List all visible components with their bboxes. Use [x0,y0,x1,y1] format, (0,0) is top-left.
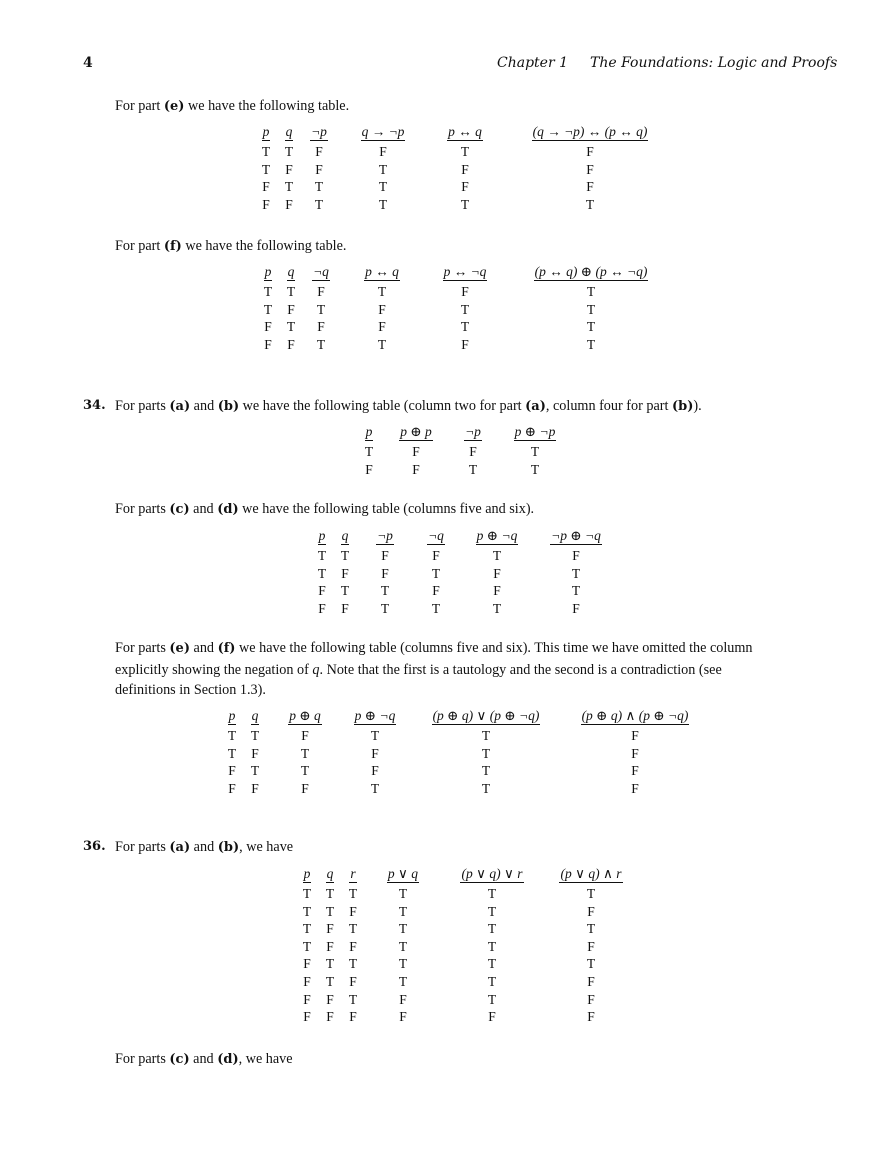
table-cell: F [399,991,407,1007]
column-header [565,706,705,725]
table-cell: F [572,600,580,616]
table-cell: F [587,1009,595,1025]
column-header-label: ¬p [465,424,481,439]
table-cell: F [287,301,295,317]
table-cell: F [326,921,334,937]
table-row [311,600,617,618]
table-cell: T [460,319,470,335]
table-cell: T [586,921,596,937]
part-e-intro: For part (e) we have the following table. [115,98,350,114]
chapter-label: Chapter 1 [497,55,568,71]
table-row [255,178,679,196]
table-cell: T [530,444,540,459]
table-cell: F [378,319,386,335]
column-header [343,706,407,725]
column-header-label: q [251,708,259,723]
table-cell: F [349,1009,357,1025]
table-cell: T [340,548,350,563]
table-cell: T [302,921,312,937]
table-cell: T [325,956,335,972]
column-header [425,262,505,281]
column-header-label: p ⊕ ¬q [354,708,396,723]
column-header [342,864,364,883]
table-row [296,991,640,1009]
table-cell: F [493,565,501,581]
column-header-label: q [285,124,293,139]
table-cell: T [325,886,335,901]
column-header-label: (p ⊕ q) ∧ (p ⊕ ¬q) [581,708,689,723]
table-cell: F [315,144,323,159]
table-cell: F [349,903,357,919]
table-cell: T [398,956,408,972]
table-cell: T [370,780,380,796]
column-header [257,262,279,281]
table-cell: F [412,461,420,477]
table-cell: T [284,179,294,195]
table-cell: F [371,763,379,779]
table-cell: T [316,301,326,317]
column-header [357,526,413,545]
column-header [505,262,677,281]
table-cell: F [432,548,440,563]
table-row [221,780,705,798]
table-cell: F [303,973,311,989]
table-row [296,903,640,921]
table-cell: T [250,763,260,779]
table-cell: F [262,196,270,212]
table-cell: T [348,991,358,1007]
table-cell: F [586,179,594,195]
table-row [255,196,679,214]
column-header [429,122,501,141]
table-cell: T [460,196,470,212]
table-cell: F [381,548,389,563]
table-cell: F [318,583,326,599]
chapter-title: The Foundations: Logic and Proofs [590,55,838,71]
column-header-label: p ∨ q [387,866,419,881]
column-header [407,706,565,725]
table-cell: F [469,444,477,459]
column-header [255,122,277,141]
column-header [358,422,380,441]
table-cell: F [378,301,386,317]
table-cell: T [302,886,312,901]
table-cell: T [261,144,271,159]
table-cell: F [461,284,469,299]
table-cell: T [348,886,358,901]
column-header [279,262,303,281]
table-row [257,301,677,319]
column-header [413,526,459,545]
table-cell: T [586,886,596,901]
table-cell: F [326,938,334,954]
table-row [358,461,576,479]
table-cell: F [303,991,311,1007]
table-cell: T [431,600,441,616]
table-cell: T [487,921,497,937]
table-row [255,161,679,179]
table-cell: F [287,336,295,352]
column-header-label: p ↔ q [365,264,399,279]
problem-36cd-intro: For parts (c) and (d), we have [115,1051,293,1067]
column-header-label: (p ⊕ q) ∨ (p ⊕ ¬q) [432,708,540,723]
table-cell: T [468,461,478,477]
table-row [296,955,640,973]
column-header-label: p [228,708,236,723]
table-cell: T [378,161,388,177]
table-cell: T [530,461,540,477]
table-cell: T [263,301,273,317]
table-row [257,281,677,301]
table-cell: T [302,938,312,954]
table-cell: T [300,745,310,761]
table-cell: T [571,583,581,599]
column-header [267,706,343,725]
table-cell: T [364,444,374,459]
table-cell: F [379,144,387,159]
table-row [296,883,640,903]
problem-34-number: 34. [83,398,106,413]
table-cell: T [585,196,595,212]
table-row [257,336,677,354]
column-header-label: (p ∨ q) ∨ r [461,866,523,881]
table-cell: F [572,548,580,563]
problem-34ef-intro: For parts (e) and (f) we have the following table (columns five and six). This time we have omitted the column explicitly showing the negation of q. Note that the first is a tautology and the second is a contradiction (see definitions in Section 1.3). [115,640,753,699]
table-cell: T [586,301,596,317]
column-header-label: p ⊕ ¬q [476,528,518,543]
column-header [494,422,576,441]
column-header-label: (q → ¬p) ↔ (p ↔ q) [532,124,648,139]
table-cell: T [377,284,387,299]
table-cell: T [571,565,581,581]
table-cell: T [398,903,408,919]
page-number: 4 [83,55,93,71]
column-header-label: r [350,866,356,881]
table-row [221,725,705,745]
table-cell: T [300,763,310,779]
column-header [380,422,452,441]
table-cell: F [285,161,293,177]
table-cell: T [487,973,497,989]
table-cell: T [398,921,408,937]
table-cell: F [586,144,594,159]
table-cell: F [349,938,357,954]
table-row [296,973,640,991]
column-header [243,706,267,725]
column-header-label: (p ↔ q) ⊕ (p ↔ ¬q) [534,264,648,279]
table-cell: T [481,763,491,779]
table-cell: T [284,144,294,159]
column-header-label: q [287,264,295,279]
table-row [296,938,640,956]
table-cell: F [303,956,311,972]
column-header-label: p ↔ ¬q [443,264,487,279]
column-header [339,262,425,281]
table-row [311,545,617,565]
table-cell: F [587,903,595,919]
table-cell: T [261,161,271,177]
table-cell: T [380,583,390,599]
table-cell: F [493,583,501,599]
table-cell: T [586,319,596,335]
table-row [311,565,617,583]
column-header-label: p ⊕ ¬p [514,424,556,439]
table-cell: F [587,973,595,989]
column-header [333,526,357,545]
truth-table-36ab [296,864,640,1026]
table-cell: T [316,336,326,352]
table-cell: F [631,780,639,796]
column-header-label: (p ∨ q) ∧ r [560,866,622,881]
column-header-label: p [262,124,270,139]
table-cell: T [263,284,273,299]
table-cell: T [481,745,491,761]
table-cell: F [461,179,469,195]
part-f-intro: For part (f) we have the following table. [115,238,347,254]
table-cell: T [370,728,380,743]
table-cell: T [492,600,502,616]
column-header [337,122,429,141]
table-cell: F [326,991,334,1007]
table-cell: T [586,284,596,299]
column-header-label: p [318,528,326,543]
table-cell: T [487,991,497,1007]
table-row [257,318,677,336]
table-cell: F [264,319,272,335]
table-cell: F [488,1009,496,1025]
table-cell: F [251,780,259,796]
table-cell: T [398,886,408,901]
column-header [442,864,542,883]
table-row [221,745,705,763]
table-cell: F [301,728,309,743]
table-cell: T [487,903,497,919]
column-header-label: q [341,528,349,543]
table-cell: F [631,745,639,761]
table-cell: T [380,600,390,616]
table-cell: F [586,161,594,177]
column-header-label: p ↔ q [448,124,482,139]
table-cell: F [587,991,595,1007]
table-cell: F [318,600,326,616]
column-header [296,864,318,883]
problem-34-intro: For parts (a) and (b) we have the following table (column two for part (a), column four for part (b)). [115,398,702,414]
table-cell: F [365,461,373,477]
table-cell: T [302,903,312,919]
table-cell: T [227,728,237,743]
table-cell: T [481,728,491,743]
table-cell: T [286,319,296,335]
table-row [296,1008,640,1026]
table-cell: T [481,780,491,796]
column-header-label: q [326,866,334,881]
table-cell: F [317,284,325,299]
table-cell: T [286,284,296,299]
table-cell: T [378,179,388,195]
column-header [303,262,339,281]
column-header [501,122,679,141]
column-header [364,864,442,883]
table-row [221,762,705,780]
table-cell: T [325,973,335,989]
column-header [221,706,243,725]
column-header-label: q → ¬p [361,124,405,139]
table-cell: T [317,548,327,563]
column-header [311,526,333,545]
column-header [542,864,640,883]
table-cell: F [631,763,639,779]
problem-34cd-intro: For parts (c) and (d) we have the following table (columns five and six). [115,501,535,517]
table-cell: T [487,956,497,972]
problem-36-number: 36. [83,839,106,854]
table-cell: F [341,565,349,581]
table-cell: F [432,583,440,599]
table-cell: F [285,196,293,212]
column-header-label: p [365,424,373,439]
table-cell: T [586,956,596,972]
table-cell: T [314,196,324,212]
table-cell: T [325,903,335,919]
truth-table-34ab [358,422,576,478]
column-header-label: p ⊕ p [400,424,432,439]
truth-table-34cd [311,526,617,617]
table-cell: F [303,1009,311,1025]
column-header-label: ¬p ⊕ ¬q [551,528,601,543]
table-cell: T [377,336,387,352]
column-header [535,526,617,545]
table-cell: T [487,938,497,954]
table-cell: T [378,196,388,212]
table-cell: F [228,780,236,796]
table-cell: T [348,956,358,972]
table-cell: F [349,973,357,989]
column-header [452,422,494,441]
table-cell: F [317,319,325,335]
column-header-label: p ⊕ q [289,708,321,723]
table-cell: F [412,444,420,459]
table-cell: T [398,973,408,989]
column-header-label: ¬p [377,528,393,543]
column-header [301,122,337,141]
table-cell: F [341,600,349,616]
table-cell: F [326,1009,334,1025]
table-row [255,141,679,161]
table-cell: F [301,780,309,796]
table-cell: T [460,144,470,159]
table-cell: T [227,745,237,761]
column-header-label: ¬q [428,528,444,543]
table-cell: F [461,161,469,177]
table-cell: F [315,161,323,177]
column-header-label: p [303,866,311,881]
table-cell: F [587,938,595,954]
column-header [459,526,535,545]
table-row [311,582,617,600]
table-cell: F [381,565,389,581]
table-cell: T [398,938,408,954]
truth-table-part-e [255,122,679,213]
table-cell: F [264,336,272,352]
table-row [358,441,576,461]
column-header-label: p [264,264,272,279]
column-header-label: ¬p [311,124,327,139]
table-cell: F [461,336,469,352]
table-cell: T [340,583,350,599]
column-header-label: ¬q [313,264,329,279]
table-cell: T [586,336,596,352]
table-cell: T [431,565,441,581]
table-cell: T [317,565,327,581]
table-cell: T [250,728,260,743]
table-cell: T [487,886,497,901]
table-cell: F [228,763,236,779]
table-cell: F [399,1009,407,1025]
problem-36-intro: For parts (a) and (b), we have [115,839,294,855]
table-cell: T [460,301,470,317]
truth-table-part-f [257,262,677,353]
table-row [296,920,640,938]
table-cell: F [371,745,379,761]
table-cell: F [631,728,639,743]
table-cell: F [262,179,270,195]
column-header [277,122,301,141]
table-cell: T [492,548,502,563]
table-cell: F [251,745,259,761]
table-cell: T [348,921,358,937]
column-header [318,864,342,883]
truth-table-34ef [221,706,705,797]
table-cell: T [314,179,324,195]
